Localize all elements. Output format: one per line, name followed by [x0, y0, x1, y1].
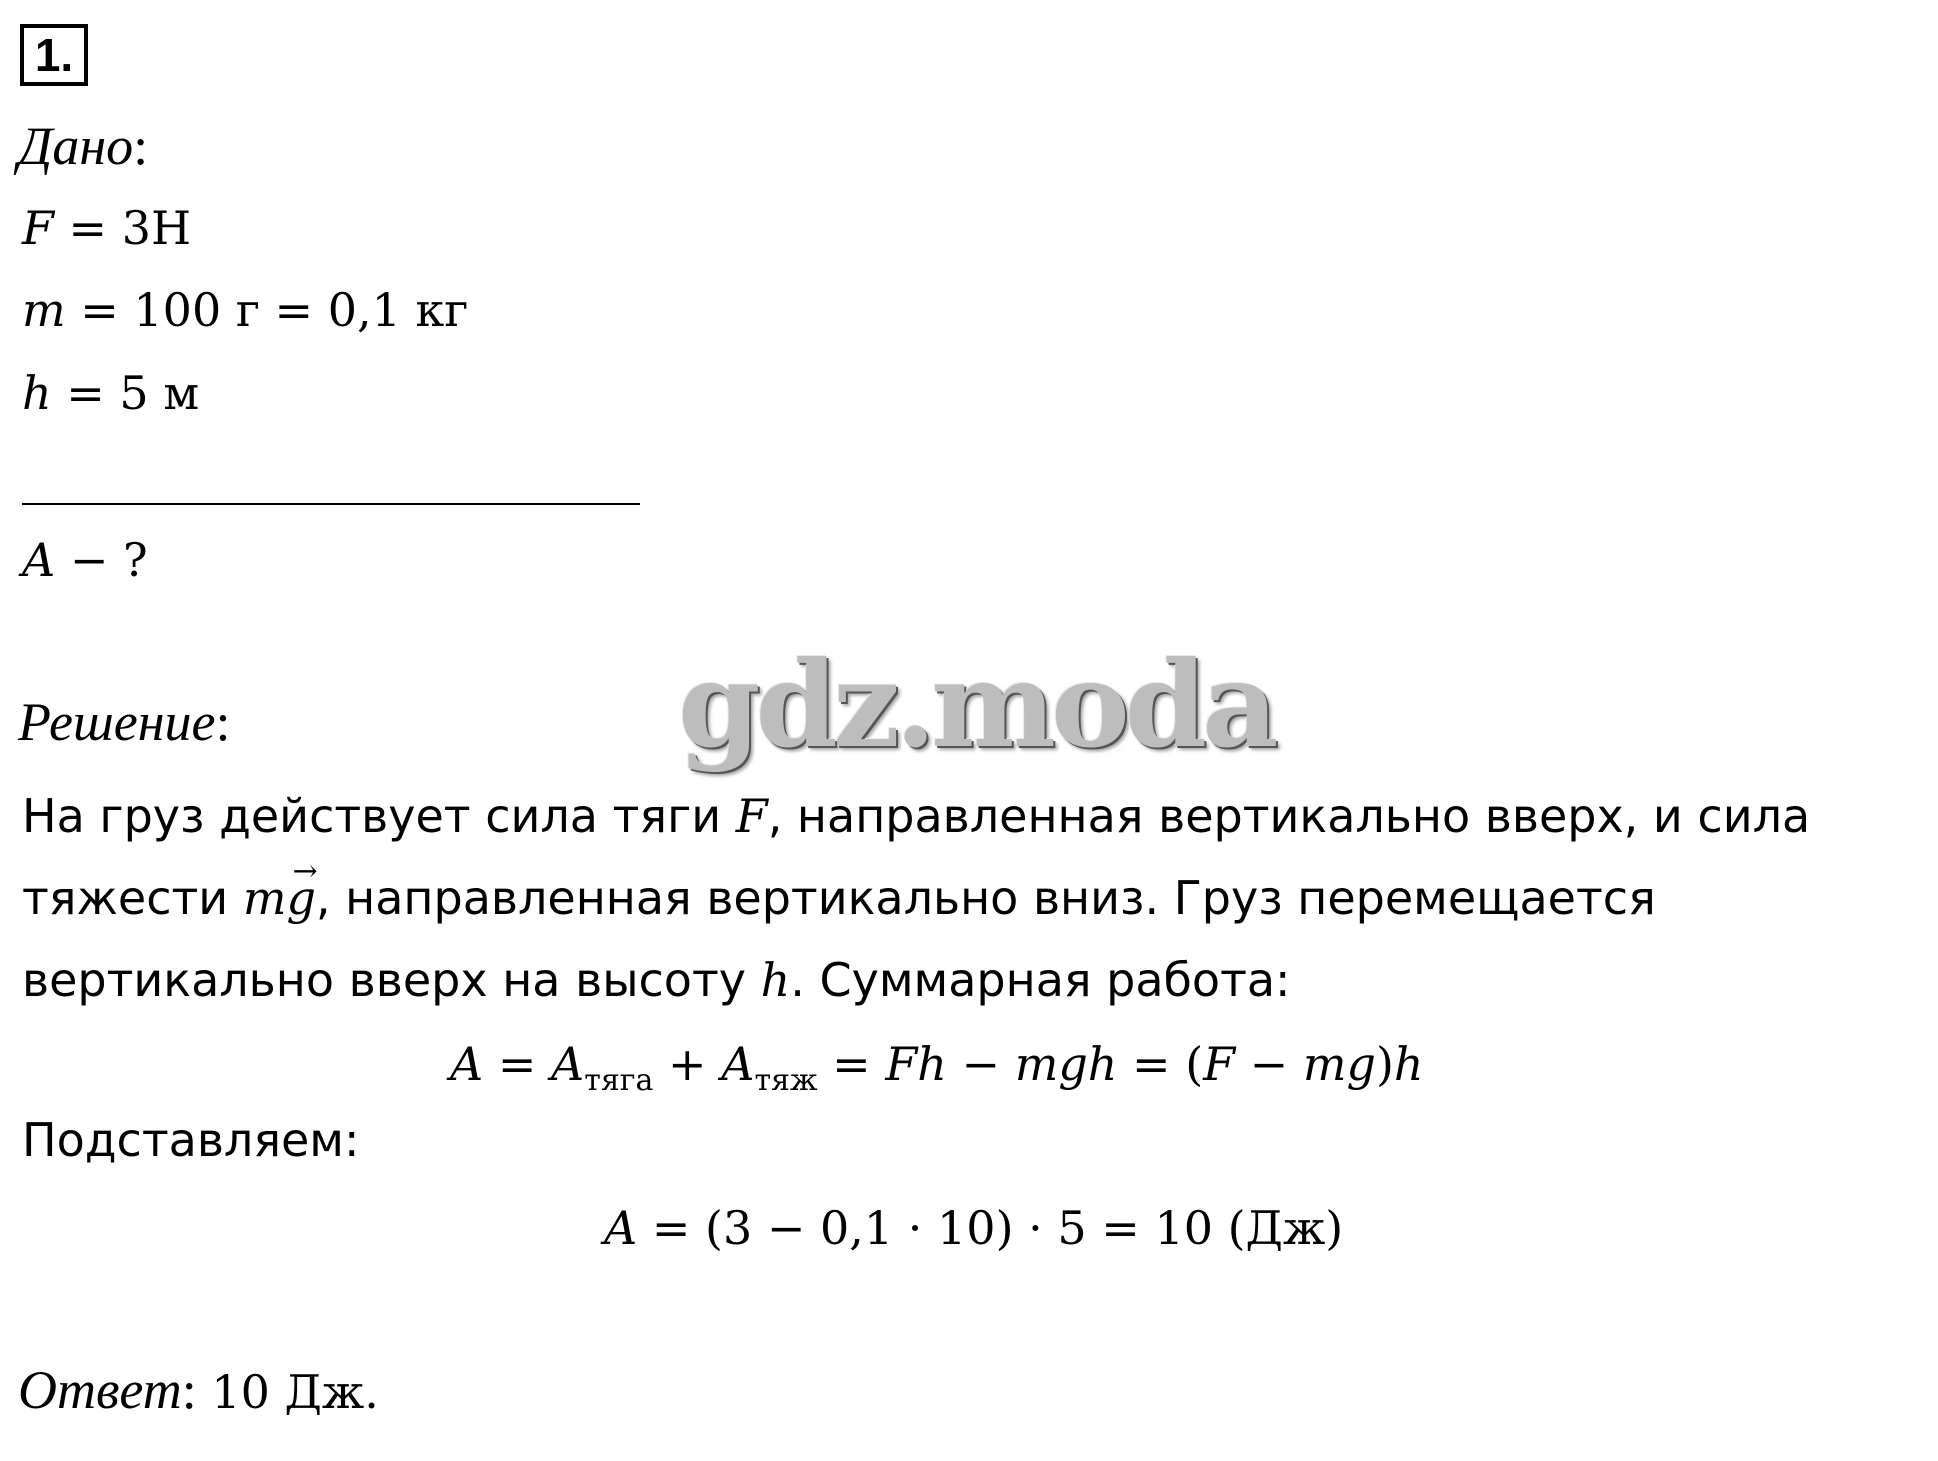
- unknown-work: A − ?: [22, 533, 148, 587]
- given-height: h = 5 м: [22, 366, 200, 420]
- given-divider: [22, 503, 640, 505]
- given-force: F = 3Н: [22, 201, 192, 255]
- solution-text-line-3: вертикально вверх на высоту h. Суммарная работа:: [22, 953, 1291, 1007]
- problem-number: 1.: [20, 24, 88, 86]
- solution-text-line-2: тяжести mg →, направленная вертикально вниз. Груз перемещается: [22, 868, 1656, 928]
- solution-heading: Решение:: [18, 692, 231, 752]
- work-formula: $A = A_{тяга} + A_{тяж} = Fh$ − mgh = (F − mg)h: [450, 1037, 1424, 1099]
- work-calculation: A = (3 − 0,1 · 10) · 5 = 10 (Дж): [604, 1201, 1344, 1255]
- watermark-logo: gdz.moda: [678, 635, 1274, 774]
- answer-line: Ответ: 10 Дж.: [18, 1360, 379, 1420]
- solution-text-line-1: На груз действует сила тяги F, направленная вертикально вверх, и сила: [22, 789, 1811, 843]
- given-mass: m = 100 г = 0,1 кг: [22, 283, 469, 337]
- substitute-label: Подставляем:: [22, 1113, 360, 1167]
- given-heading: Дано:: [18, 116, 149, 176]
